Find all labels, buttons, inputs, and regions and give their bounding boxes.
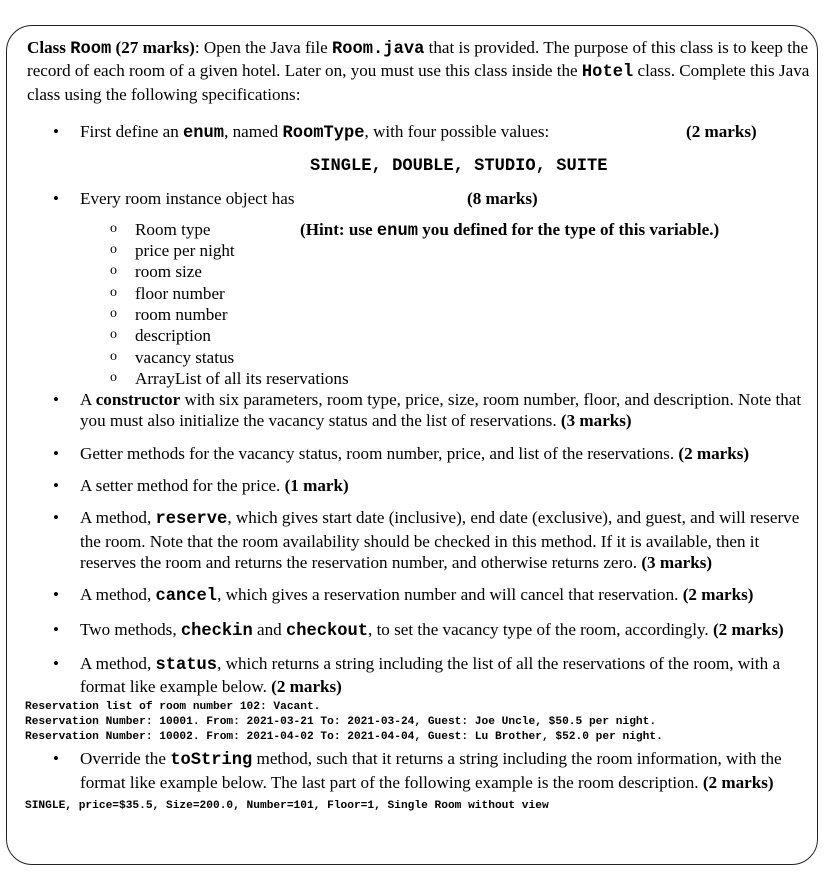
intro-text-1: : Open the Java file [194, 38, 333, 57]
setter-text: A setter method for the price. [80, 476, 285, 496]
field-item [80, 283, 812, 304]
checkin-marks: (2 marks) [712, 619, 784, 639]
field-label: price per night [135, 241, 235, 261]
intro-class-word: Class [27, 38, 71, 57]
fields-heading [80, 188, 812, 209]
setter-marks: (1 mark) [284, 476, 349, 496]
enum-text-3: , with four possible values: [364, 121, 550, 141]
intro-paragraph [27, 37, 812, 105]
field-label: room size [135, 262, 202, 282]
intro-text-2: that is provided. The purpose of this class is to keep the record of each room of a given hotel. Later on, you must use this class inside the [27, 38, 809, 81]
hint-pre: (Hint: use [300, 219, 377, 239]
fields-heading-text: Every room instance object has [80, 189, 295, 209]
field-label: Room type [135, 219, 211, 239]
reserve-code: reserve [155, 510, 228, 530]
field-hint [300, 219, 719, 242]
field-label: ArrayList of all its reservations [135, 368, 349, 388]
constructor-text-2: with six parameters, room type, price, size, room number, floor, and description. Note that you must also initialize the vacancy status and the list of reservations. [80, 390, 802, 431]
getters-text: Getter methods for the vacancy status, room number, price, and list of the reservations. [80, 443, 679, 463]
hint-post: you defined for the type of this variable.) [417, 219, 720, 239]
constructor-marks: (3 marks) [560, 411, 632, 431]
constructor-text-1: A [80, 390, 96, 410]
field-item [80, 240, 812, 261]
reserve-marks: (3 marks) [641, 552, 713, 572]
getters-marks: (2 marks) [678, 443, 750, 463]
hint-keyword: enum [376, 221, 418, 241]
status-text-1: A method, [80, 653, 156, 673]
spec-item-constructor [27, 389, 812, 432]
spec-item-tostring [27, 748, 812, 793]
tostring-text-1: Override the [80, 749, 171, 769]
cancel-text-2: , which gives a reservation number and will cancel that reservation. [217, 585, 683, 605]
cancel-code: cancel [155, 587, 218, 607]
cancel-marks: (2 marks) [682, 585, 754, 605]
assignment-spec [27, 37, 812, 814]
intro-class-name: Room [70, 40, 112, 59]
field-label: room number [135, 304, 228, 324]
intro-hotel-name: Hotel [581, 63, 634, 83]
spec-item-cancel [27, 584, 812, 607]
fields-marks: (8 marks) [467, 189, 538, 209]
spec-item-getters [27, 443, 812, 464]
field-item [80, 219, 812, 240]
enum-text-2: , named [224, 121, 283, 141]
tostring-text-2: method, such that it returns a string including the room information, with the format like example below. The last part of the following example is the room description. [80, 749, 782, 792]
spec-item-reserve [27, 507, 812, 573]
enum-values [80, 154, 812, 177]
enum-values-code: SINGLE, DOUBLE, STUDIO, SUITE [310, 157, 608, 177]
field-item [80, 325, 812, 346]
spec-item-fields [27, 188, 812, 389]
reserve-text-1: A method, [80, 508, 156, 528]
checkin-text-1: Two methods, [80, 619, 181, 639]
spec-list [27, 121, 812, 698]
intro-text-3: class. Complete this Java class using the following specifications: [27, 61, 810, 104]
field-item [80, 304, 812, 325]
status-example-line: Reservation Number: 10002. From: 2021-04-02 To: 2021-04-04, Guest: Lu Brother, $52.0 per night. [25, 731, 663, 744]
tostring-example: SINGLE, price=$35.5, Size=200.0, Number=101, Floor=1, Single Room without view [25, 800, 549, 813]
tostring-code: toString [170, 751, 253, 771]
checkin-text-3: , to set the vacancy type of the room, accordingly. [368, 619, 713, 639]
field-item [80, 368, 812, 389]
enum-marks: (2 marks) [686, 121, 757, 141]
reserve-text-2: , which gives start date (inclusive), end date (exclusive), and guest, and will reserve the room. Note that the room availability should be checked in this method. If it is available, then it reserves the room and returns the reservation number, and otherwise returns zero. [80, 508, 800, 572]
status-text-2: , which returns a string including the list of all the reservations of the room, with a format like example below. [80, 653, 781, 697]
status-marks: (2 marks) [271, 677, 342, 697]
status-example-line: Reservation list of room number 102: Vacant. [25, 701, 321, 714]
enum-type-name: RoomType [282, 123, 365, 143]
field-label: floor number [135, 283, 225, 303]
checkin-text-2: and [252, 619, 286, 639]
field-item [80, 347, 812, 368]
intro-file-name: Room.java [332, 40, 425, 59]
field-label: description [135, 326, 211, 346]
intro-marks: (27 marks) [111, 38, 195, 57]
tostring-marks: (2 marks) [702, 772, 774, 792]
field-label: vacancy status [135, 347, 235, 367]
cancel-text-1: A method, [80, 585, 156, 605]
status-code: status [155, 655, 218, 675]
spec-item-checkin [27, 619, 812, 642]
checkout-code: checkout [285, 621, 369, 641]
field-item [80, 261, 812, 282]
status-example [25, 700, 812, 745]
status-example-line: Reservation Number: 10001. From: 2021-03-21 To: 2021-03-24, Guest: Joe Uncle, $50.5 per night. [25, 716, 657, 729]
spec-list-2 [27, 748, 812, 793]
spec-item-status [27, 653, 812, 698]
enum-keyword: enum [183, 123, 225, 143]
enum-text-1: First define an [80, 121, 184, 141]
field-list [80, 219, 812, 389]
spec-item-enum [27, 121, 812, 178]
spec-item-setter [27, 475, 812, 496]
checkin-code: checkin [180, 621, 253, 641]
constructor-bold: constructor [95, 390, 181, 410]
